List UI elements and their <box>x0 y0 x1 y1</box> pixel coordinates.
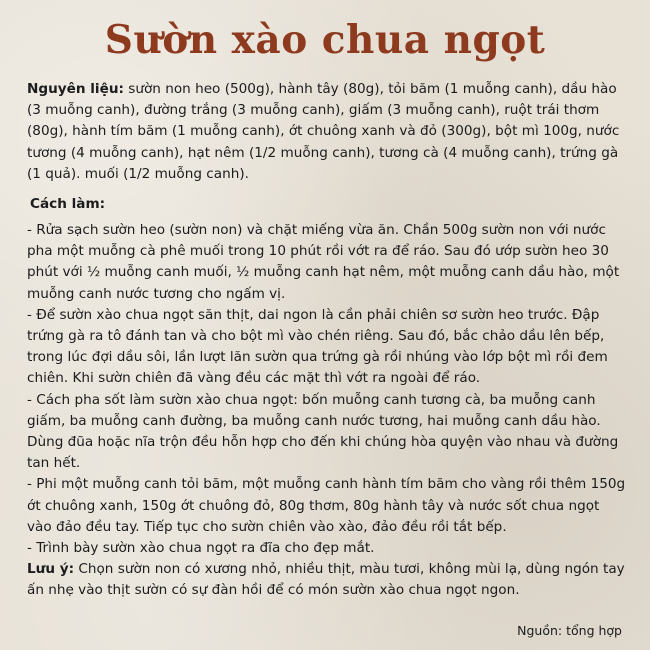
ingredients-text: sườn non heo (500g), hành tây (80g), tỏi băm (1 muỗng canh), dầu hào (3 muỗng canh), đường trắng (3 muỗng canh), giấm (3 muỗng canh), ruột trái thơm (80g), hành tím băm (1 muỗng canh), ớt chuông xanh và đỏ (300g), bột mì 100g, nước tương (4 muỗng canh), hạt nêm (1/2 muỗng canh), tương cà (4 muỗng canh), trứng gà (1 quả). muối (1/2 muỗng canh). <box>27 81 620 182</box>
method-step: - Trình bày sườn xào chua ngọt ra đĩa cho đẹp mắt. <box>27 540 375 557</box>
method-steps <box>27 220 627 559</box>
method-heading: Cách làm: <box>30 196 106 212</box>
note-text: Chọn sườn non có xương nhỏ, nhiều thịt, màu tươi, không mùi lạ, dùng ngón tay ấn nhẹ vào thịt sườn có sự đàn hồi để có món sườn xào chua ngọt ngon. <box>27 561 625 599</box>
ingredients-label: Nguyên liệu: <box>27 81 124 97</box>
method-step: - Để sườn xào chua ngọt săn thịt, dai ngon là cần phải chiên sơ sườn heo trước. Đập trứng gà ra tô đánh tan và cho bột mì vào chén riêng. Sau đó, bắc chảo dầu lên bếp, trong lúc đợi dầu sôi, lần lượt lăn sườn qua trứng gà rồi nhúng vào lớp bột mì rồi đem chiên. Khi sườn chiên đã vàng đều các mặt thì vớt ra ngoài để ráo. <box>27 306 608 387</box>
page-title: Sườn xào chua ngọt <box>104 17 546 63</box>
method-step: - Cách pha sốt làm sườn xào chua ngọt: bốn muỗng canh tương cà, ba muỗng canh giấm, ba muỗng canh đường, ba muỗng canh nước tương, hai muỗng canh dầu hào. Dùng đũa hoặc nĩa trộn đều hỗn hợp cho đến khi chúng hòa quyện vào nhau và đường tan hết. <box>27 391 619 472</box>
method-step: - Phi một muỗng canh tỏi băm, một muỗng canh hành tím băm cho vàng rồi thêm 150g ớt chuông xanh, 150g ớt chuông đỏ, 80g thơm, 80g hành tây và nước sốt chua ngọt vào đảo đều tay. Tiếp tục cho sườn chiên vào xào, đảo đều rồi tắt bếp. <box>27 476 626 535</box>
note-paragraph <box>27 559 627 601</box>
ingredients-paragraph <box>27 79 627 185</box>
method-step: - Rửa sạch sườn heo (sườn non) và chặt miếng vừa ăn. Chần 500g sườn non với nước pha một muỗng cà phê muối trong 10 phút rồi vớt ra để ráo. Sau đó ướp sườn heo 30 phút với ½ muỗng canh muối, ½ muỗng canh hạt nêm, một muỗng canh dầu hào, một muỗng canh nước tương cho ngấm vị. <box>27 222 620 302</box>
note-label: Lưu ý: <box>27 561 75 577</box>
source-credit: Nguồn: tổng hợp <box>517 623 622 638</box>
